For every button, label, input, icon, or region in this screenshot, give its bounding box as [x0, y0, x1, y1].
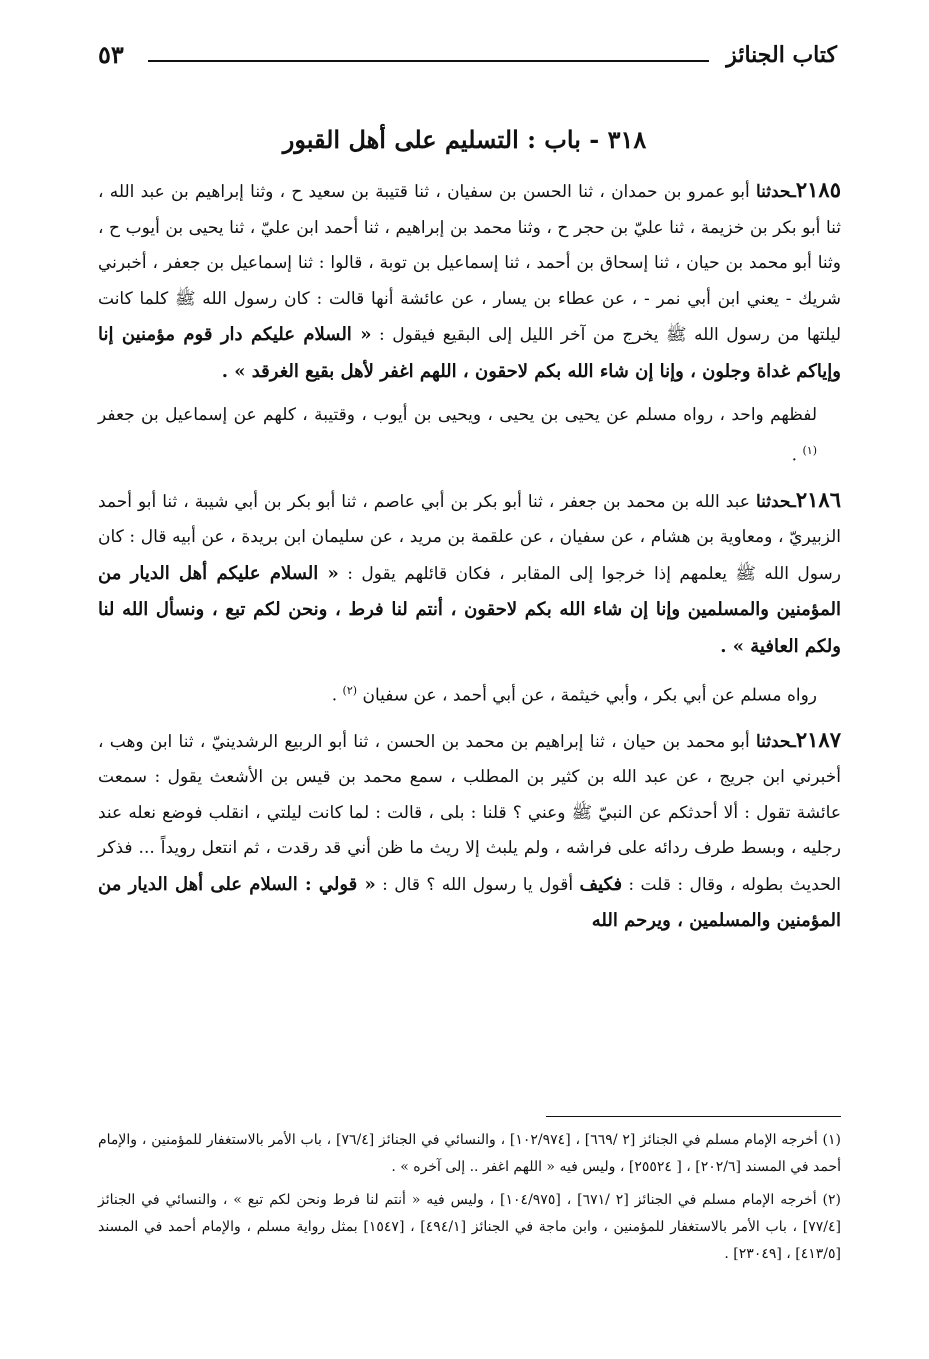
hadith-2187	[98, 722, 841, 940]
haddathana-marker: ـحدثنا	[755, 731, 796, 752]
footnote-ref[interactable]: (١)	[802, 444, 817, 457]
header-rule	[148, 60, 709, 62]
takhrij-2185	[98, 398, 841, 474]
hadith-2185	[98, 172, 841, 390]
takhrij-text: رواه مسلم عن أبي بكر ، وأبي خيثمة ، عن أبي أحمد ، عن سفيان	[362, 685, 817, 706]
hadith-2186	[98, 482, 841, 666]
footnote-1: (١) أخرجه الإمام مسلم في الجنائز [٢ /٦٦٩] ، [١٠٢/٩٧٤] ، والنسائي في الجنائز [٧٦/٤] ، باب الأمر بالاستغفار للمؤمنين ، والإمام أحمد في المسند [٢٠٢/٦] ، [ ٢٥٥٢٤] ، وليس فيه « اللهم اغفر .. إلى آخره » .	[98, 1132, 842, 1175]
matn-bold: « السلام عليكم دار قوم مؤمنين إنا وإياكم غداة وجلون ، وإنا إن شاء الله بكم لاحقون ، اللهم اغفر لأهل بقيع الغرقد » .	[98, 324, 841, 382]
running-title: كتاب الجنائز	[726, 42, 837, 68]
page-number: ٥٣	[98, 40, 124, 69]
footnote-rule	[546, 1116, 841, 1117]
hadith-number: ٢١٨٥	[795, 177, 841, 202]
footnotes	[98, 1116, 841, 1274]
matn-bold: « قولي : السلام على أهل الديار من المؤمنين والمسلمين ، ويرحم الله	[98, 873, 841, 932]
haddathana-marker: ـحدثنا	[755, 491, 796, 512]
isnad-text: أقول يا رسول الله ؟ قال :	[375, 874, 580, 895]
footnote-ref[interactable]: (٢)	[342, 684, 358, 698]
hadith-number: ٢١٨٧	[795, 726, 841, 752]
haddathana-marker: ـحدثنا	[755, 182, 796, 202]
takhrij-text: لفظهم واحد ، رواه مسلم عن يحيى بن يحيى ، ويحيى بن أيوب ، وقتيبة ، كلهم عن إسماعيل بن جعفر	[98, 405, 817, 425]
isnad-text: عبد الله بن محمد بن جعفر ، ثنا أبو بكر بن أبي عاصم ، ثنا أبو بكر بن أبي شيبة ، ثنا أبو أحمد الزبيريّ ، ومعاوية بن هشام ، عن سفيان ، عن علقمة بن مريد ، عن سليمان ابن بريدة ، عن أبيه قال : كان رسول الله ﷺ يعلمهم إذا خرجوا إلى المقابر ، فكان قائلهم يقول :	[98, 491, 842, 584]
takhrij-end: .	[331, 685, 343, 706]
isnad-text: أبو عمرو بن حمدان ، ثنا الحسن بن سفيان ، ثنا قتيبة بن سعيد ح ، وثنا إبراهيم بن عبد الله ، ثنا أبو بكر بن خزيمة ، ثنا عليّ بن حجر ح ، وثنا محمد بن إبراهيم ، ثنا أحمد ابن عليّ ، ثنا يحيى بن أيوب ح ، وثنا أبو محمد بن حيان ، ثنا إسحاق بن أحمد ، ثنا إسماعيل بن توبة ، قالوا : ثنا إسماعيل بن جعفر ، أخبرني شريك - يعني ابن أبي نمر - ، عن عطاء بن يسار ، عن عائشة أنها قالت : كان رسول الله ﷺ كلما كانت ليلتها من رسول الله ﷺ يخرج من آخر الليل إلى البقيع فيقول :	[98, 182, 842, 345]
takhrij-end: .	[791, 445, 803, 466]
matn-bold: فكيف	[579, 873, 623, 895]
hadith-number: ٢١٨٦	[795, 486, 841, 512]
takhrij-2186	[98, 673, 841, 714]
chapter-title: ٣١٨ - باب : التسليم على أهل القبور	[282, 125, 647, 154]
page-header	[98, 38, 837, 78]
matn-bold: « السلام عليكم أهل الديار من المؤمنين والمسلمين وإنا إن شاء الله بكم لاحقون ، أنتم لنا فرط ، ونحن لكم تبع ، ونسأل الله لنا ولكم العافية » .	[98, 562, 841, 657]
footnote-2: (٢) أخرجه الإمام مسلم في الجنائز [٢ /٦٧١] ، [١٠٤/٩٧٥] ، وليس فيه « أنتم لنا فرط ونحن لكم تبع » ، والنسائي في الجنائز [٧٧/٤] ، باب الأمر بالاستغفار للمؤمنين ، وابن ماجة في الجنائز [٤٩٤/١] ، [١٥٤٧] بمثل رواية مسلم ، والإمام أحمد في المسند [٤١٣/٥] ، [٢٣٠٤٩] .	[98, 1192, 842, 1262]
main-text	[98, 172, 841, 940]
isnad-text: أبو محمد بن حيان ، ثنا إبراهيم بن محمد بن الحسن ، ثنا أبو الربيع الرشدينيّ ، ثنا ابن وهب ، أخبرني ابن جريج ، عن عبد الله بن كثير بن المطلب ، سمع محمد بن قيس بن الأشعث يقول : سمعت عائشة تقول : ألا أحدثكم عن النبيّ ﷺ وعني ؟ قلنا : بلى ، قالت : لما كانت ليلتي ، انقلب فوضع نعله عند رجليه ، وبسط طرف ردائه على فراشه ، ولم يلبث إلا ريث ما ظن أني قد رقدت ، ثم انتعل رويداً ... فذكر الحديث بطوله ، وقال : قلت :	[98, 731, 842, 895]
